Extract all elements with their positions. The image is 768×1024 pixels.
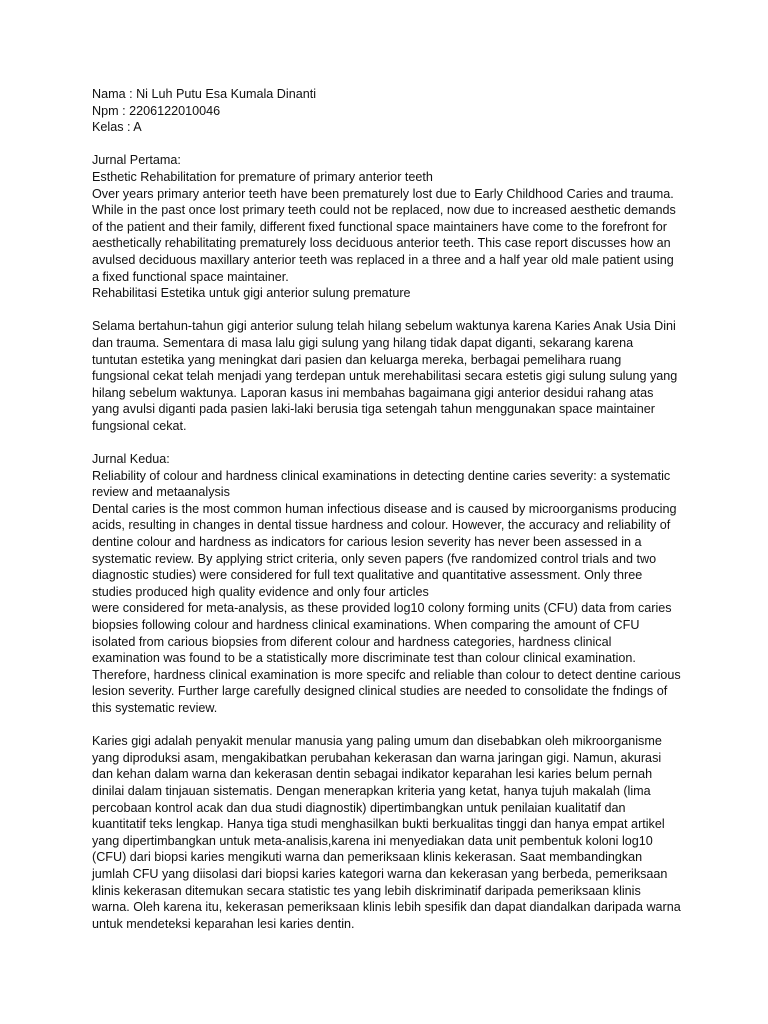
journal-1-title: Esthetic Rehabilitation for premature of primary anterior teeth: [92, 169, 433, 184]
student-npm: Npm : 2206122010046: [92, 103, 221, 118]
journal-2-abstract-en-part-1: Dental caries is the most common human infectious disease and is caused by microorganisms producing acids, resulting in changes in dental tissue hardness and colour. However, the accuracy and reliability of dentine colour and hardness as indicators for carious lesion severity has never been assessed in a systematic review. By applying strict criteria, only seven papers (fve randomized control trials and two diagnostic studies) were considered for full text qualitative and quantitative assessment. Only three studies produced high quality evidence and only four articles: [92, 501, 677, 599]
spacer: [92, 136, 682, 153]
spacer: [92, 302, 682, 319]
spacer: [92, 434, 682, 451]
journal-2-title: Reliability of colour and hardness clinical examinations in detecting dentine caries severity: a systematic review and metaanalysis: [92, 468, 671, 500]
journal-2-label: Jurnal Kedua:: [92, 452, 170, 467]
journal-1-abstract-en: Over years primary anterior teeth have been prematurely lost due to Early Childhood Caries and trauma. While in the past once lost primary teeth could not be replaced, now due to increased aesthetic demands of the patient and their family, different fixed functional space maintainers have come to the forefront for aesthetically rehabilitating prematurely loss deciduous anterior teeth. This case report discusses how an avulsed deciduous maxillary anterior teeth was replaced in a three and a half year old male patient using a fixed functional space maintainer.: [92, 186, 676, 284]
spacer: [92, 717, 682, 734]
journal-2-abstract-en-part-2: were considered for meta-analysis, as these provided log10 colony forming units (CFU) data from caries biopsies following colour and hardness clinical examinations. When comparing the amount of CFU isolated from carious biopsies from diferent colour and hardness categories, hardness clinical examination was found to be a statistically more discriminate test than colour clinical examination. Therefore, hardness clinical examination is more specifc and reliable than colour to detect dentine carious lesion severity. Further large carefully designed clinical studies are needed to consolidate the fndings of this systematic review.: [92, 601, 681, 715]
student-class: Kelas : A: [92, 120, 142, 135]
journal-2-abstract-id: Karies gigi adalah penyakit menular manusia yang paling umum dan disebabkan oleh mikroorganisme yang diproduksi asam, mengakibatkan perubahan kekerasan dan warna jaringan gigi. Namun, akurasi dan kehan dalam warna dan kekerasan dentin sebagai indikator keparahan lesi karies belum pernah dinilai dalam tinjauan sistematis. Dengan menerapkan kriteria yang ketat, hanya tujuh makalah (lima percobaan kontrol acak dan dua studi diagnostik) dipertimbangkan untuk penilaian kualitatif dan kuantitatif teks lengkap. Hanya tiga studi menghasilkan bukti berkualitas tinggi dan hanya empat artikel yang dipertimbangkan untuk meta-analisis,karena ini menyediakan data unit pembentuk koloni log10 (CFU) dari biopsi karies mengikuti warna dan pemeriksaan klinis kekerasan. Saat membandingkan jumlah CFU yang diisolasi dari biopsi karies kategori warna dan kekerasan yang berbeda, pemeriksaan klinis kekerasan ditemukan secara statistic tes yang lebih diskriminatif daripada pemeriksaan klinis warna. Oleh karena itu, kekerasan pemeriksaan klinis lebih spesifik dan dapat diandalkan daripada warna untuk mendeteksi keparahan lesi karies dentin.: [92, 734, 681, 931]
document-page: [92, 86, 682, 932]
journal-1-label: Jurnal Pertama:: [92, 153, 181, 168]
journal-1-abstract-id: Selama bertahun-tahun gigi anterior sulung telah hilang sebelum waktunya karena Karies Anak Usia Dini dan trauma. Sementara di masa lalu gigi sulung yang hilang tidak dapat diganti, sekarang karena tuntutan estetika yang meningkat dari pasien dan keluarga mereka, berbagai pemelihara ruang fungsional cekat telah menjadi yang terdepan untuk merehabilitasi secara estetis gigi sulung sulung yang hilang sebelum waktunya. Laporan kasus ini membahas bagaimana gigi anterior desidui rahang atas yang avulsi diganti pada pasien laki-laki berusia tiga setengah tahun menggunakan space maintainer fungsional cekat.: [92, 319, 678, 433]
journal-1-title-id: Rehabilitasi Estetika untuk gigi anterior sulung premature: [92, 286, 411, 301]
student-name: Nama : Ni Luh Putu Esa Kumala Dinanti: [92, 87, 317, 101]
